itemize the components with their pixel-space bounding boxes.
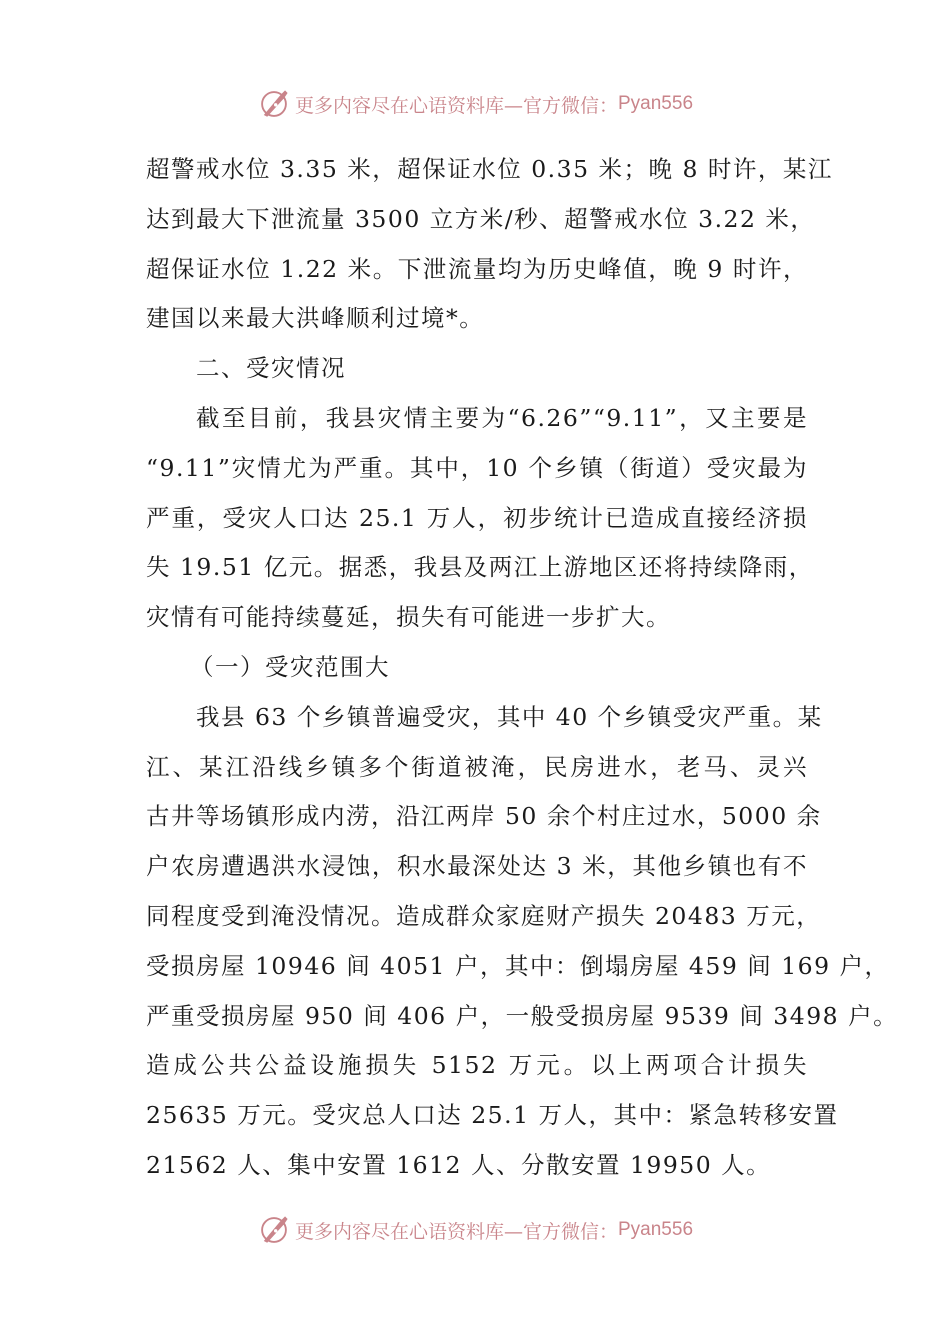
- text-line: 灾情有可能持续蔓延，损失有可能进一步扩大。: [146, 603, 671, 632]
- text-line: 失 19.51 亿元。据悉，我县及两江上游地区还将持续降雨，: [146, 553, 814, 582]
- paragraph-disaster-summary: [146, 394, 814, 643]
- text-line: “9.11”灾情尤为严重。其中，10 个乡镇（街道）受灾最为: [146, 453, 808, 482]
- section-heading-disaster-situation: 二、受灾情况: [196, 354, 346, 383]
- subsection-heading-wide-range: （一）受灾范围大: [190, 652, 390, 681]
- text-line: 同程度受到淹没情况。造成群众家庭财产损失 20483 万元，: [146, 901, 822, 930]
- watermark-text: 更多内容尽在心语资料库—官方微信：: [294, 1220, 618, 1243]
- pen-nib-in-circle-icon: [257, 87, 291, 121]
- paragraph-affected-area: [146, 693, 899, 1191]
- text-line: 古井等场镇形成内涝，沿江两岸 50 余个村庄过水，5000 余: [146, 802, 822, 831]
- text-line: 我县 63 个乡镇普遍受灾，其中 40 个乡镇受灾严重。某: [196, 702, 823, 731]
- watermark-wechat-id: Pyan556: [618, 1219, 694, 1240]
- text-line: 严重受损房屋 950 间 406 户，一般受损房屋 9539 间 3498 户。: [146, 1001, 899, 1030]
- pen-nib-in-circle-icon: [257, 1213, 291, 1247]
- text-line: 受损房屋 10946 间 4051 户，其中：倒塌房屋 459 间 169 户，: [146, 951, 890, 980]
- watermark-banner-bottom: [0, 1210, 950, 1250]
- text-line: 21562 人、集中安置 1612 人、分散安置 19950 人。: [146, 1150, 772, 1179]
- text-line: 超保证水位 1.22 米。下泄流量均为历史峰值，晚 9 时许，: [146, 254, 808, 283]
- watermark-text: 更多内容尽在心语资料库—官方微信：: [294, 94, 618, 117]
- text-line: 户农房遭遇洪水浸蚀，积水最深处达 3 米，其他乡镇也有不: [146, 852, 808, 881]
- text-line: 超警戒水位 3.35 米，超保证水位 0.35 米；晚 8 时许，某江: [146, 155, 833, 183]
- watermark-banner-top: [0, 84, 950, 124]
- text-line: 建国以来最大洪峰顺利过境*。: [146, 304, 485, 333]
- text-line: 25635 万元。受灾总人口达 25.1 万人，其中：紧急转移安置: [146, 1101, 839, 1130]
- text-line: 江、某江沿线乡镇多个街道被淹，民房进水，老马、灵兴: [146, 752, 808, 781]
- text-line: 严重，受灾人口达 25.1 万人，初步统计已造成直接经济损: [146, 503, 808, 532]
- text-line: 截至目前，我县灾情主要为“6.26”“9.11”，又主要是: [196, 403, 808, 432]
- text-line: 达到最大下泄流量 3500 立方米/秒、超警戒水位 3.22 米，: [146, 204, 816, 233]
- watermark-wechat-id: Pyan556: [618, 93, 694, 114]
- document-body: [146, 145, 899, 1191]
- paragraph-flood-peak: [146, 145, 833, 344]
- text-line: 造成公共公益设施损失 5152 万元。以上两项合计损失: [146, 1051, 808, 1080]
